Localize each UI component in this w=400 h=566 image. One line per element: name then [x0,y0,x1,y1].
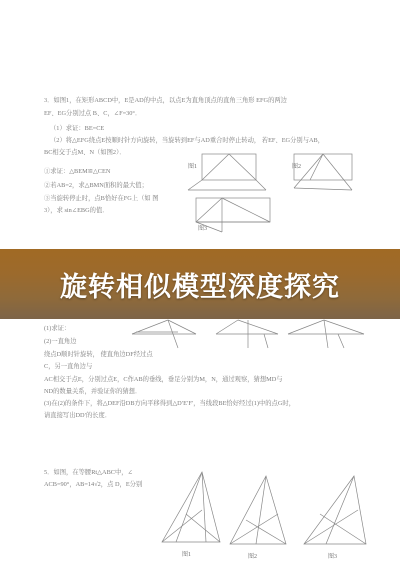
problem5-fig2-label: 图2 [248,554,258,560]
problem3-figure2 [286,148,366,196]
problem3-fig3-label: 图3 [198,226,208,232]
problem3-line1: 3．如图1，在矩形ABCD中，E是AD的中点，以点E为直角顶点的直角三角形 EFG的两边 [44,97,287,104]
problem5-figure2 [226,474,292,562]
problem3-fig1-label: 图1 [188,164,198,170]
problem3-q1: （1）求证：BE=CE [50,125,105,132]
problem4-q1: (1)求证： [44,325,71,332]
problem3-q2c: ①求证：△BEM≌△CEN [44,168,111,175]
problem4-line8: 请直接写出DD′的长度． [44,412,112,419]
problem3-figure1 [186,148,268,196]
problem5-line2: ACB=90°，AB=14√2，点 D，E分别 [44,481,143,488]
problem3-figure3 [186,196,282,240]
problem3-fig2-label: 图2 [292,164,302,170]
problem3-line2: EF、EG分别过点 B、C，∠F=30°． [44,110,142,117]
banner-title: 旋转相似模型深度探究 [60,272,340,303]
problem3-q2e: ③当旋转停止时，点B恰好在FG上（如 图 [44,195,159,202]
problem4-line7: (3)在(2)的条件下，将△DEF沿DB方向平移得到△D′E′F′，当线段BE恰好经过(1)中的点G时， [44,400,295,407]
problem3-q2f: 3），求 sin∠EBG的值． [44,207,109,214]
problem3-q2a: （2）将△EFG绕点E按顺时针方向旋转，当旋转到EF与AD重合时停止转动， 若EF、EG分别与AB， [50,137,325,144]
problem4-figures [128,318,368,366]
problem4-line3: 绕点D顺时针旋转， 使直角边DF经过点 [44,351,153,358]
problem4-line6: ND的数量关系，并验证你的猜想． [44,388,142,395]
problem5-figure3 [300,474,370,562]
problem4-line5: AC相交于点E，分别过点E，C作AB的垂线，垂足分别为M，N，通过观察，猜想MD与 [44,376,283,383]
problem5-line1: 5．如图，在等腰Rt△ABC中，∠ [44,469,133,476]
problem4-q2: (2)一直角边 [44,338,77,345]
problem4-line4: C，另一直角边与 [44,363,93,370]
problem5-fig1-label: 图1 [182,552,192,558]
problem3-q2d: ②若AB=2，求△BMN面积的最大值； [44,182,148,189]
problem3-q2b: BC相交于点M、N（如图2）． [44,149,126,156]
problem5-figure1 [156,470,226,562]
problem5-fig3-label: 图3 [328,554,338,560]
